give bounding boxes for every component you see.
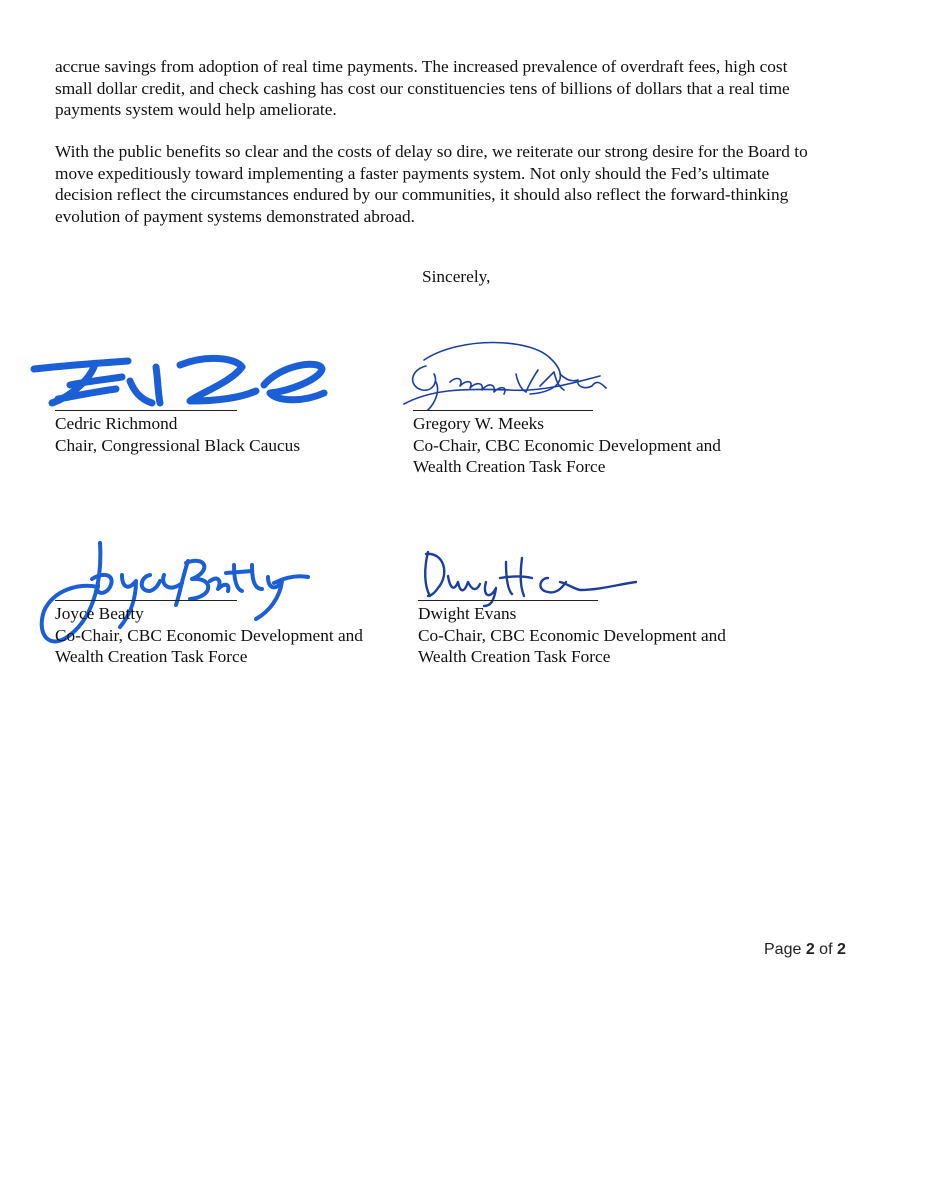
paragraph-line: move expeditiously toward implementing a faster payments system. Not only should the Fed’s ultimate: [55, 163, 770, 183]
paragraph-line: With the public benefits so clear and the costs of delay so dire, we reiterate our strong desire for the Board to: [55, 142, 808, 161]
page-number-separator: of: [814, 941, 837, 958]
page-number-prefix: Page: [764, 941, 806, 958]
signatory-name: Dwight Evans: [418, 604, 517, 623]
body-paragraph-2: [55, 141, 885, 227]
signatory-title: Wealth Creation Task Force: [413, 457, 606, 476]
signature-block-meeks: [413, 410, 721, 478]
page-number: [764, 941, 846, 959]
signature-block-richmond: [55, 410, 300, 456]
paragraph-line: evolution of payment systems demonstrated abroad.: [55, 206, 415, 226]
signatory-title: Co-Chair, CBC Economic Development and: [418, 625, 726, 645]
body-paragraph-1: [55, 56, 885, 121]
signature-meeks: [400, 330, 615, 415]
signatory-title: Wealth Creation Task Force: [55, 647, 248, 666]
closing-salutation: Sincerely,: [422, 267, 491, 286]
signatory-title: Chair, Congressional Black Caucus: [55, 435, 301, 455]
paragraph-line: payments system would help ameliorate.: [55, 100, 337, 119]
signature-line: [418, 600, 598, 601]
signature-line: [413, 410, 593, 411]
paragraph-line: decision reflect the circumstances endured by our communities, it should also reflect the forward-thinking: [55, 185, 789, 204]
signature-evans: [420, 548, 645, 608]
signatory-title: Wealth Creation Task Force: [418, 647, 611, 666]
signature-block-beatty: [55, 600, 363, 668]
paragraph-line: accrue savings from adoption of real time payments. The increased prevalence of overdraft fees, high cost: [55, 57, 788, 76]
signatory-name: Gregory W. Meeks: [413, 414, 545, 433]
page-number-total: 2: [836, 941, 846, 958]
signatory-name: Cedric Richmond: [55, 414, 178, 433]
signatory-title: Co-Chair, CBC Economic Development and: [55, 625, 363, 645]
signature-richmond: [30, 345, 330, 415]
signature-block-evans: [418, 600, 726, 668]
signature-line: [55, 410, 237, 411]
page-number-current: 2: [805, 941, 815, 958]
paragraph-line: small dollar credit, and check cashing has cost our constituencies tens of billions of dollars that a real time: [55, 78, 790, 98]
signature-line: [55, 600, 237, 601]
signatory-name: Joyce Beatty: [55, 604, 144, 623]
signatory-title: Co-Chair, CBC Economic Development and: [413, 435, 721, 455]
